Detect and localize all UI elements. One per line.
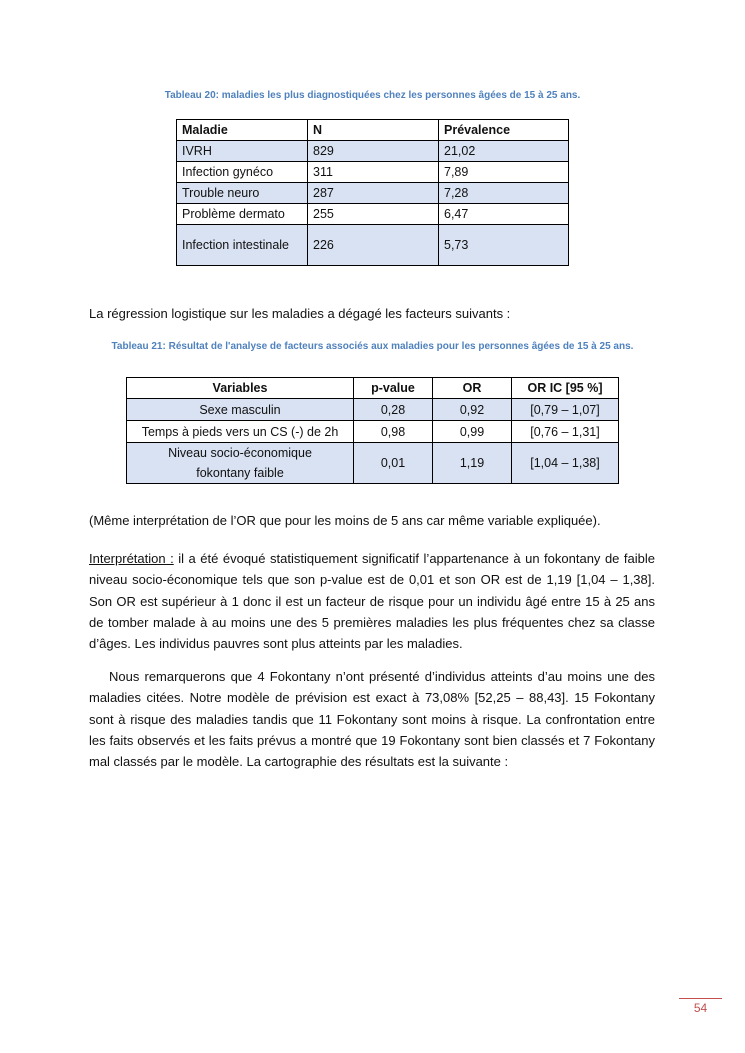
table-row [127,443,619,484]
cell: 829 [308,141,439,162]
cell: 226 [308,225,439,266]
cell: 0,01 [354,443,433,484]
page-number: 54 [693,1001,708,1015]
table-row [177,141,569,162]
table-row [177,183,569,204]
header-p-value: p-value [354,378,433,399]
intro-paragraph: La régression logistique sur les maladies a dégagé les facteurs suivants : [89,306,511,321]
table20-caption: Tableau 20: maladies les plus diagnostiquées chez les personnes âgées de 15 à 25 ans. [164,90,581,101]
cell: Temps à pieds vers un CS (-) de 2h [127,421,354,443]
closing-paragraph: Nous remarquerons que 4 Fokontany n’ont présenté d’individus atteints d’au moins une des maladies citées. Notre modèle de prévision est exact à 73,08% [52,25 – 88,43]. 15 Fokontany sont à risque des maladies tandis que 11 Fokontany sont moins à risque. La confrontation entre les faits observés et les faits prévus a montré que 19 Fokontany sont bien classés et 7 Fokontany mal classés par le modèle. La cartographie des résultats est la suivante : [89,669,655,770]
note-paragraph: (Même interprétation de l’OR que pour les moins de 5 ans car même variable expliquée). [89,513,601,528]
cell: 287 [308,183,439,204]
cell: [0,76 – 1,31] [512,421,619,443]
table-row [127,399,619,421]
interpretation-label: Interprétation : [89,551,174,566]
cell: 7,28 [439,183,569,204]
cell: Sexe masculin [127,399,354,421]
header-maladie: Maladie [177,120,308,141]
cell: 0,92 [433,399,512,421]
cell: Infection gynéco [177,162,308,183]
cell: [0,79 – 1,07] [512,399,619,421]
cell: [1,04 – 1,38] [512,443,619,484]
cell: 6,47 [439,204,569,225]
table-header-row [177,120,569,141]
cell: 5,73 [439,225,569,266]
table-21 [126,377,619,484]
cell: 1,19 [433,443,512,484]
cell: Niveau socio-économique fokontany faible [127,443,354,484]
table-20 [176,119,569,266]
table-row [177,225,569,266]
table-row [127,421,619,443]
interpretation-text: il a été évoqué statistiquement significatif l’appartenance à un fokontany de faible niveau socio-économique tels que son p-value est de 0,01 et son OR est de 1,19 [1,04 – 1,38]. Son OR est supérieur à 1 donc il est un facteur de risque pour un individu âgé entre 15 à 25 ans de tomber malade à au moins une des 5 premières maladies les plus fréquentes chez sa classe d’âges. Les individus pauvres sont plus atteints par les maladies. [89,551,655,652]
cell: 255 [308,204,439,225]
table-header-row [127,378,619,399]
cell: Infection intestinale [177,225,308,266]
cell: Problème dermato [177,204,308,225]
table21-caption: Tableau 21: Résultat de l'analyse de facteurs associés aux maladies pour les personnes âgées de 15 à 25 ans. [111,341,634,352]
header-n: N [308,120,439,141]
header-variables: Variables [127,378,354,399]
cell: 0,28 [354,399,433,421]
table-row [177,204,569,225]
header-prevalence: Prévalence [439,120,569,141]
cell: 311 [308,162,439,183]
cell: Trouble neuro [177,183,308,204]
cell: 0,98 [354,421,433,443]
interpretation-paragraph [89,548,655,654]
table-row [177,162,569,183]
header-or-ic: OR IC [95 %] [512,378,619,399]
cell: 0,99 [433,421,512,443]
cell: IVRH [177,141,308,162]
header-or: OR [433,378,512,399]
page-number-rule [679,998,722,999]
cell: 21,02 [439,141,569,162]
cell: 7,89 [439,162,569,183]
